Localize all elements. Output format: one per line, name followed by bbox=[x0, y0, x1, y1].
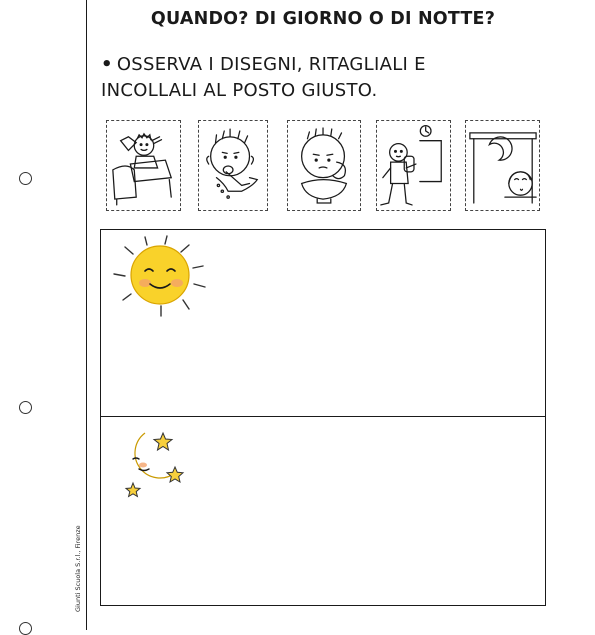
worksheet-title: QUANDO? DI GIORNO O DI NOTTE? bbox=[150, 9, 496, 29]
instruction-bullet: • bbox=[101, 54, 113, 75]
child-going-out-door-icon bbox=[377, 121, 450, 210]
publisher-credit: Giunti Scuola S.r.l., Firenze bbox=[74, 525, 82, 612]
cutout-card[interactable] bbox=[465, 120, 540, 211]
cutout-card[interactable] bbox=[198, 120, 268, 211]
binder-hole bbox=[19, 401, 32, 414]
night-section[interactable] bbox=[100, 416, 546, 606]
cutout-card[interactable] bbox=[287, 120, 361, 211]
binder-hole bbox=[19, 172, 32, 185]
cutout-card[interactable] bbox=[106, 120, 181, 211]
binder-hole bbox=[19, 622, 32, 635]
day-section[interactable] bbox=[100, 229, 546, 417]
child-sleeping-moon-window-icon bbox=[466, 121, 539, 210]
cutout-card[interactable] bbox=[376, 120, 451, 211]
child-brushing-teeth-icon bbox=[199, 121, 267, 210]
sun-icon bbox=[109, 232, 215, 318]
instruction-text bbox=[101, 52, 541, 104]
child-waking-in-bed-icon bbox=[107, 121, 180, 210]
moon-stars-icon bbox=[119, 427, 191, 507]
child-eating-breakfast-icon bbox=[288, 121, 360, 210]
instruction-line-2: INCOLLALI AL POSTO GIUSTO. bbox=[101, 80, 378, 101]
instruction-line-1: OSSERVA I DISEGNI, RITAGLIALI E bbox=[116, 54, 426, 75]
